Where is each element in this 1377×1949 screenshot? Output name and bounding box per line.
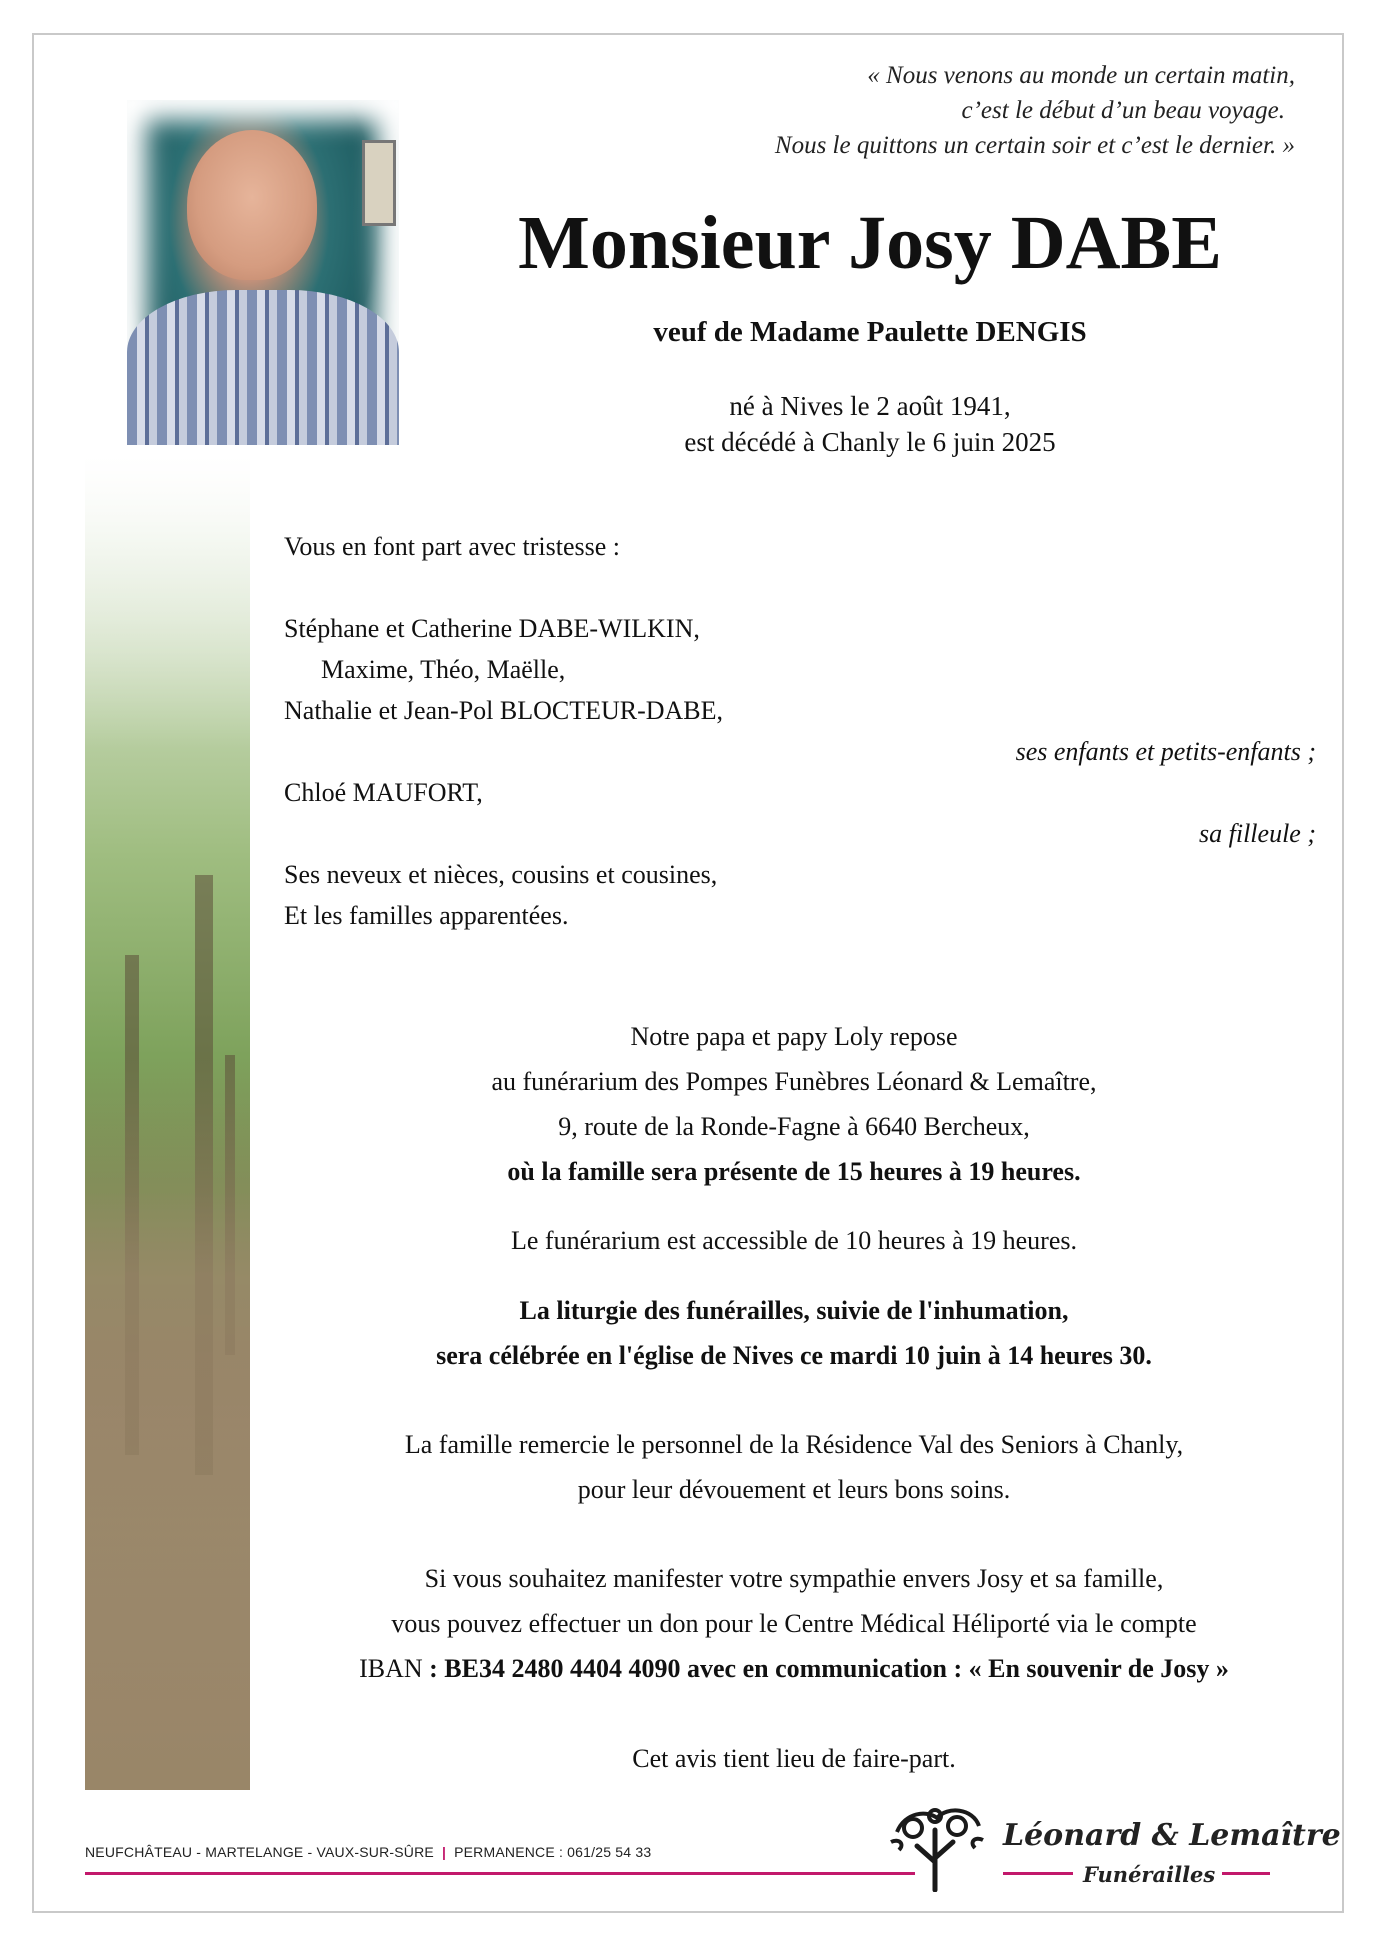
family-intro: Vous en font part avec tristesse :	[284, 532, 620, 561]
death-line: est décédé à Chanly le 6 juin 2025	[684, 427, 1056, 457]
family-role: ses enfants et petits-enfants ;	[1015, 737, 1316, 766]
donation-line: vous pouvez effectuer un don pour le Centre Médical Héliporté via le compte	[391, 1609, 1197, 1638]
liturgy-info	[284, 1288, 1304, 1378]
deceased-name: Monsieur Josy DABE	[518, 201, 1222, 285]
portrait-photo	[127, 100, 399, 445]
family-line: Nathalie et Jean-Pol BLOCTEUR-DABE,	[284, 696, 724, 725]
repose-line: où la famille sera présente de 15 heures à 19 heures.	[507, 1157, 1081, 1186]
repose-line: Notre papa et papy Loly repose	[630, 1022, 958, 1051]
company-name: Léonard & Lemaître	[1003, 1818, 1341, 1853]
quote-line: Nous le quittons un certain soir et c’est le dernier. »	[774, 132, 1295, 159]
repose-line: au funérarium des Pompes Funèbres Léonard & Lemaître,	[491, 1067, 1097, 1096]
family-line: Stéphane et Catherine DABE-WILKIN,	[284, 614, 700, 643]
liturgy-line: La liturgie des funérailles, suivie de l'inhumation,	[519, 1296, 1069, 1325]
iban-details: : BE34 2480 4404 4090 avec en communication : « En souvenir de Josy »	[422, 1654, 1229, 1683]
access-info: Le funérarium est accessible de 10 heures à 19 heures.	[511, 1226, 1077, 1255]
company-subtitle: Funérailles	[1083, 1862, 1216, 1887]
footer-separator: |	[441, 1844, 447, 1860]
repose-info	[284, 1014, 1304, 1194]
donation-info	[284, 1556, 1304, 1691]
footer-contact	[85, 1844, 651, 1860]
family-line: Et les familles apparentées.	[284, 901, 569, 930]
birth-line: né à Nives le 2 août 1941,	[729, 391, 1011, 421]
family-line: Ses neveux et nièces, cousins et cousines,	[284, 860, 718, 889]
family-line: Maxime, Théo, Maëlle,	[321, 655, 566, 684]
opening-quote	[775, 58, 1295, 163]
birth-death-dates	[400, 388, 1340, 460]
family-role: sa filleule ;	[1199, 819, 1316, 848]
footer-line	[1003, 1872, 1073, 1875]
footer-line	[1222, 1872, 1270, 1875]
closing-note: Cet avis tient lieu de faire-part.	[632, 1744, 956, 1773]
footer-locations: NEUFCHÂTEAU - MARTELANGE - VAUX-SUR-SÛRE	[85, 1844, 434, 1860]
liturgy-line: sera célébrée en l'église de Nives ce mardi 10 juin à 14 heures 30.	[436, 1341, 1152, 1370]
quote-line: c’est le début d’un beau voyage.	[961, 97, 1285, 124]
footer-permanence: PERMANENCE : 061/25 54 33	[454, 1844, 652, 1860]
iban-label: IBAN	[359, 1654, 423, 1683]
family-line: Chloé MAUFORT,	[284, 778, 483, 807]
thanks-info	[284, 1422, 1304, 1512]
iban-line	[284, 1646, 1304, 1691]
repose-line: 9, route de la Ronde-Fagne à 6640 Bercheux,	[558, 1112, 1030, 1141]
family-announcement	[284, 526, 1316, 936]
forest-path-photo	[85, 455, 250, 1790]
footer-line	[85, 1872, 915, 1875]
donation-line: Si vous souhaitez manifester votre sympathie envers Josy et sa famille,	[424, 1564, 1164, 1593]
thanks-line: pour leur dévouement et leurs bons soins.	[577, 1475, 1011, 1504]
widower-of: veuf de Madame Paulette DENGIS	[653, 316, 1087, 348]
tree-logo-icon	[887, 1802, 987, 1892]
quote-line: « Nous venons au monde un certain matin,	[867, 62, 1295, 89]
thanks-line: La famille remercie le personnel de la Résidence Val des Seniors à Chanly,	[404, 1430, 1184, 1459]
